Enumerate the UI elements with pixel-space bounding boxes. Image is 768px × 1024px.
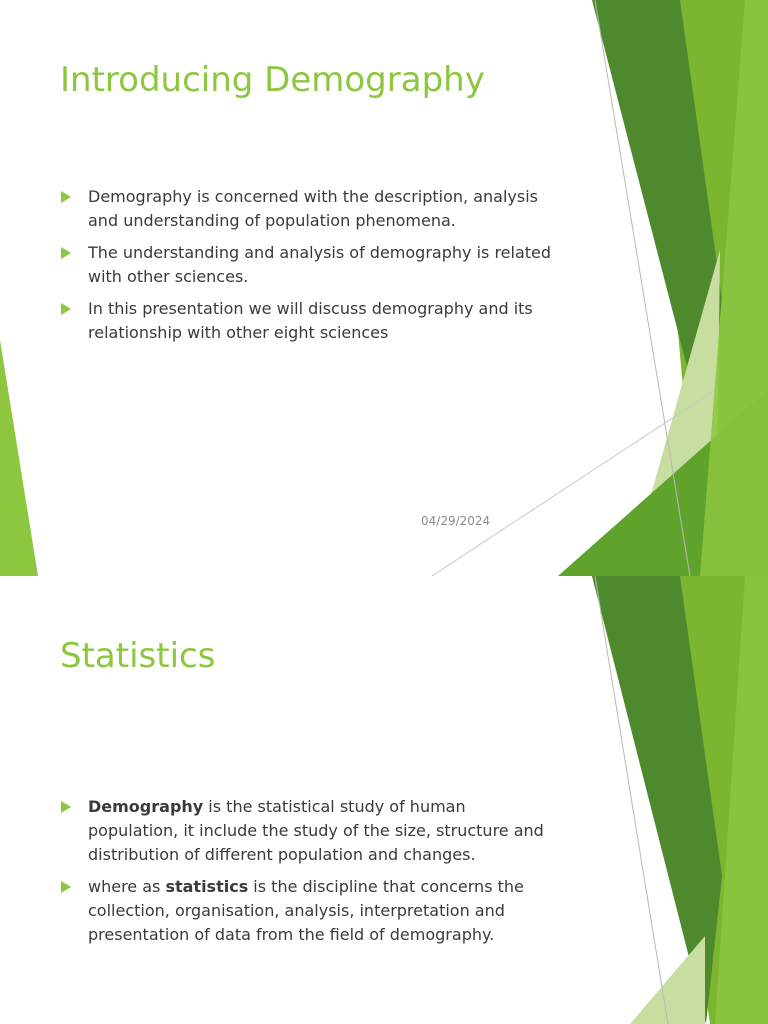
bullet-text: In this presentation we will discuss demography and its relationship with other eight sciences <box>88 299 533 342</box>
bold-term: statistics <box>165 877 249 896</box>
bullet-text: Demography is concerned with the description, analysis and understanding of population phenomena. <box>88 187 538 230</box>
slide-title: Introducing Demography <box>60 60 485 100</box>
bullet-item <box>60 297 560 345</box>
bullet-item <box>60 241 560 289</box>
bullet-text: is the discipline that concerns the collection, organisation, analysis, interpretation and presentation of data from the field of demography. <box>88 877 524 944</box>
triangle-right-icon <box>61 801 71 813</box>
bullet-list <box>60 795 560 955</box>
bullet-item <box>60 185 560 233</box>
slide-date: 04/29/2024 <box>421 514 491 528</box>
triangle-right-icon <box>61 881 71 893</box>
bullet-text: is the statistical study of human population, it include the study of the size, structure and distribution of different population and changes. <box>88 797 544 864</box>
triangle-right-icon <box>61 191 71 203</box>
right-pale-triangle <box>630 936 705 1024</box>
slide-title: Statistics <box>60 636 216 676</box>
bullet-item <box>60 795 560 867</box>
bullet-list <box>60 185 560 353</box>
bullet-text: The understanding and analysis of demography is related with other sciences. <box>88 243 552 286</box>
bold-term: Demography <box>88 797 204 816</box>
bullet-text-prefix: where as <box>88 877 166 896</box>
left-green-sliver <box>0 340 38 576</box>
bullet-item <box>60 875 560 947</box>
triangle-right-icon <box>61 247 71 259</box>
slide-statistics <box>0 576 768 1024</box>
triangle-right-icon <box>61 303 71 315</box>
